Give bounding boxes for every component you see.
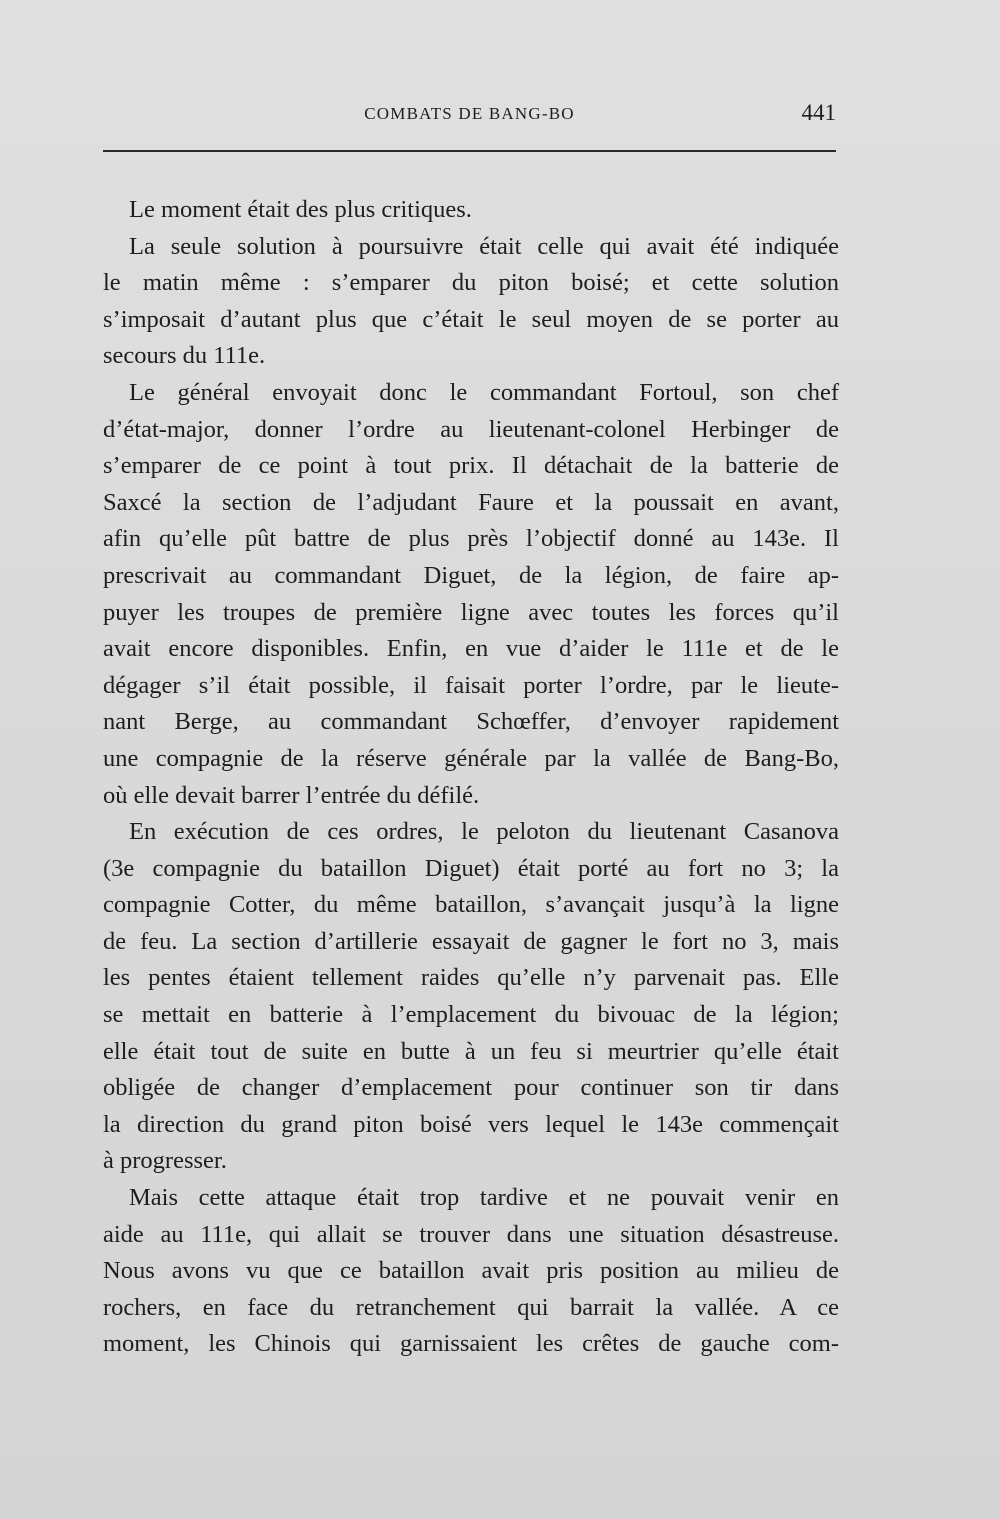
text-line: s’imposait d’autant plus que c’était le seul moyen de se porter au bbox=[103, 305, 839, 333]
text-line: Mais cette attaque était trop tardive et ne pouvait venir en bbox=[129, 1184, 839, 1212]
text-line: compagnie Cotter, du même bataillon, s’avançait jusqu’à la ligne bbox=[103, 891, 839, 919]
text-line: secours du 111e. bbox=[103, 342, 266, 370]
text-line: une compagnie de la réserve générale par la vallée de Bang-Bo, bbox=[103, 744, 839, 772]
page-number: 441 bbox=[801, 100, 836, 125]
text-line: En exécution de ces ordres, le peloton du lieutenant Casanova bbox=[129, 818, 839, 846]
text-line: s’emparer de ce point à tout prix. Il détachait de la batterie de bbox=[103, 452, 839, 480]
text-line: Saxcé la section de l’adjudant Faure et la poussait en avant, bbox=[103, 488, 839, 516]
text-line: aide au 111e, qui allait se trouver dans une situation désastreuse. bbox=[103, 1220, 839, 1248]
text-line: puyer les troupes de première ligne avec toutes les forces qu’il bbox=[103, 598, 839, 626]
text-line: moment, les Chinois qui garnissaient les crêtes de gauche com- bbox=[103, 1330, 839, 1358]
text-line: où elle devait barrer l’entrée du défilé. bbox=[103, 781, 480, 809]
text-line: se mettait en batterie à l’emplacement du bivouac de la légion; bbox=[103, 1001, 839, 1029]
text-line: de feu. La section d’artillerie essayait de gagner le fort no 3, mais bbox=[103, 927, 839, 955]
text-line: Nous avons vu que ce bataillon avait pris position au milieu de bbox=[103, 1257, 839, 1285]
text-line: nant Berge, au commandant Schœffer, d’envoyer rapidement bbox=[103, 708, 839, 736]
header-rule bbox=[103, 150, 836, 152]
text-line: (3e compagnie du bataillon Diguet) était porté au fort no 3; la bbox=[103, 854, 839, 882]
text-line: afin qu’elle pût battre de plus près l’objectif donné au 143e. Il bbox=[103, 525, 839, 553]
text-line: d’état-major, donner l’ordre au lieutenant-colonel Herbinger de bbox=[103, 415, 839, 443]
text-line: avait encore disponibles. Enfin, en vue d’aider le 111e et de le bbox=[103, 635, 839, 663]
text-line: dégager s’il était possible, il faisait porter l’ordre, par le lieute- bbox=[103, 671, 839, 699]
text-line: rochers, en face du retranchement qui barrait la vallée. A ce bbox=[103, 1293, 839, 1321]
text-line: Le moment était des plus critiques. bbox=[129, 196, 472, 223]
running-head bbox=[103, 100, 836, 134]
text-line: les pentes étaient tellement raides qu’elle n’y parvenait pas. Elle bbox=[103, 964, 839, 992]
text-line: Le général envoyait donc le commandant Fortoul, son chef bbox=[129, 378, 839, 406]
text-line: elle était tout de suite en butte à un feu si meurtrier qu’elle était bbox=[103, 1037, 839, 1065]
text-line: le matin même : s’emparer du piton boisé; et cette solution bbox=[103, 269, 839, 297]
body-text bbox=[103, 192, 839, 1363]
text-line: à progresser. bbox=[103, 1147, 227, 1175]
text-line: obligée de changer d’emplacement pour continuer son tir dans bbox=[103, 1074, 839, 1102]
text-line: la direction du grand piton boisé vers lequel le 143e commençait bbox=[103, 1110, 839, 1138]
running-title: COMBATS DE BANG-BO bbox=[364, 104, 575, 123]
text-line: prescrivait au commandant Diguet, de la légion, de faire ap- bbox=[103, 561, 839, 589]
text-line: La seule solution à poursuivre était celle qui avait été indiquée bbox=[129, 232, 839, 260]
